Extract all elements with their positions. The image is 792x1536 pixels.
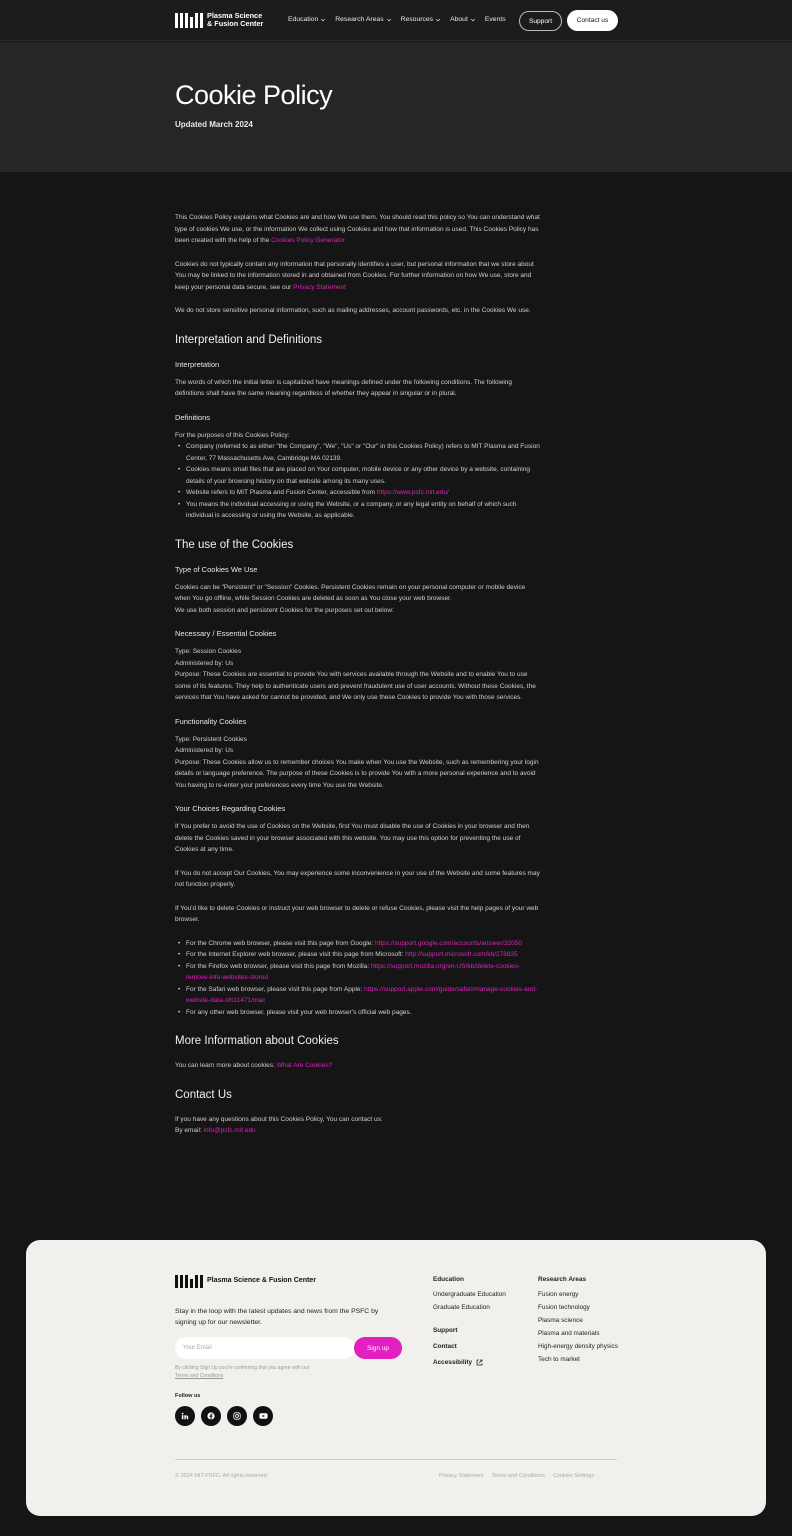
section-heading: Contact Us — [175, 1088, 232, 1101]
social-links — [175, 1406, 273, 1426]
linkedin-icon[interactable] — [175, 1406, 195, 1426]
privacy-statement-footer-link[interactable]: Privacy Statement — [439, 1473, 484, 1479]
subsection-heading: Necessary / Essential Cookies — [175, 629, 277, 638]
footer-link[interactable]: Undergraduate Education — [433, 1291, 506, 1298]
footer-support-link[interactable]: Support — [433, 1327, 458, 1334]
section-heading: The use of the Cookies — [175, 538, 294, 551]
paragraph-text: You can learn more about cookies: — [175, 1062, 277, 1069]
paragraph: The words of which the initial letter is capitalized have meanings defined under the following conditions. The following definitions shall have the same meaning regardless of whether they appear in singular or in plural. — [175, 378, 512, 397]
contact-email-link[interactable]: info@psfc.mit.edu — [203, 1127, 256, 1134]
accessibility-label: Accessibility — [433, 1359, 473, 1366]
paragraph: Administered by: Us — [175, 659, 234, 667]
facebook-icon[interactable] — [201, 1406, 221, 1426]
copyright-text: © 2024 MIT PSFC. All rights reserved. — [175, 1473, 269, 1479]
ie-help-link[interactable]: http://support.microsoft.com/kb/278835 — [405, 951, 518, 958]
terms-link[interactable]: Terms and Conditions — [175, 1373, 224, 1379]
list-item — [175, 984, 540, 1007]
top-navigation-bar — [0, 0, 792, 41]
chevron-down-icon — [470, 17, 476, 23]
list-item: • Cookies means small files that are placed on Your computer, mobile device or any other device by a website, containing details of your browsing history on that website among its many uses. — [175, 464, 540, 487]
list-item — [175, 487, 540, 499]
list-item — [175, 961, 540, 984]
paragraph-text: This Cookies Policy explains what Cookies are and how We use them. You should read this policy so You can understand what type of cookies We use, or the information We collect using Cookies and how that information is used. This Cookies Policy has been created with the help of the — [175, 214, 540, 244]
footer-logo[interactable] — [175, 1273, 316, 1288]
section-heading: More Information about Cookies — [175, 1035, 339, 1047]
list-item: • You means the individual accessing or using the Website, or a company, or any legal entity on behalf of which such individual is accessing or using the Website, as applicable. — [175, 499, 540, 522]
footer-link[interactable]: High-energy density physics — [538, 1343, 618, 1350]
page-hero — [0, 42, 792, 172]
list-item-text: For the Safari web browser, please visit this page from Apple: — [186, 985, 365, 993]
list-item — [175, 949, 540, 961]
footer-link[interactable]: Plasma and materials — [538, 1330, 600, 1337]
footer-link[interactable]: Fusion energy — [538, 1291, 579, 1298]
paragraph: Administered by: Us — [175, 747, 234, 754]
nav-item-resources[interactable] — [401, 16, 442, 23]
nav-label: Research Areas — [335, 16, 384, 23]
footer-link[interactable]: Plasma science — [538, 1317, 583, 1324]
paragraph: For the purposes of this Cookies Policy: — [175, 431, 290, 439]
nav-label: Events — [484, 16, 506, 23]
newsletter-email-input[interactable]: Your Email — [175, 1337, 355, 1359]
list-item-text: For the Internet Explorer web browser, please visit this page from Microsoft: — [186, 951, 406, 958]
support-button[interactable]: Support — [519, 11, 562, 31]
cookies-policy-generator-link[interactable]: Cookies Policy Generator — [271, 237, 345, 244]
intro-paragraph: We do not store sensitive personal information, such as mailing addresses, account passwords, etc. in the Cookies We use. — [175, 307, 531, 314]
nav-item-events[interactable] — [485, 16, 506, 23]
list-item: • For any other web browser, please visit your web browser's official web pages. — [175, 1007, 540, 1019]
paragraph: Type: Session Cookies — [175, 648, 242, 655]
paragraph-text: By email: — [175, 1127, 204, 1134]
footer-accessibility-link[interactable] — [433, 1356, 483, 1369]
footer-logo-text: Plasma Science & Fusion Center — [207, 1277, 316, 1284]
legal-links — [439, 1473, 594, 1479]
footer-education-column — [433, 1273, 506, 1314]
subsection-heading: Your Choices Regarding Cookies — [175, 804, 286, 813]
chrome-help-link[interactable]: https://support.google.com/accounts/answer/32050 — [374, 939, 523, 947]
terms-footer-link[interactable]: Terms and Conditions — [491, 1473, 545, 1479]
nav-label: Education — [288, 16, 319, 23]
site-footer — [26, 1240, 766, 1516]
nav-item-about[interactable] — [450, 16, 476, 23]
section-heading: Interpretation and Definitions — [175, 333, 323, 346]
footer-link[interactable]: Fusion technology — [538, 1304, 590, 1311]
instagram-icon[interactable] — [227, 1406, 247, 1426]
chevron-down-icon — [386, 17, 392, 23]
nav-item-research-areas[interactable] — [335, 16, 391, 23]
subsection-heading: Definitions — [175, 412, 211, 422]
updated-date: Updated March 2024 — [175, 120, 253, 129]
psfc-website-link[interactable]: https://www.psfc.mit.edu/ — [376, 489, 449, 496]
logo-text: Plasma Science & Fusion Center — [207, 11, 264, 28]
list-item-text: For the Chrome web browser, please visit this page from Google: — [186, 939, 375, 947]
definitions-list — [175, 441, 540, 522]
cookie-settings-link[interactable]: Cookies Settings — [552, 1473, 595, 1479]
privacy-statement-link[interactable]: Privacy Statement — [293, 283, 346, 291]
list-item: • Company (referred to as either "the Company", "We", "Us" or "Our" in this Cookies Policy) refers to MIT Plasma and Fusion Center, 77 Massachusetts Ave, Cambridge MA 02139. — [175, 441, 540, 464]
footer-contact-link[interactable]: Contact — [433, 1343, 457, 1350]
intro-paragraph — [175, 212, 540, 247]
paragraph: Cookies can be "Persistent" or "Session" Cookies. Persistent Cookies remain on your personal computer or mobile device when You go offline, while Session Cookies are deleted as soon as You close your web browser. — [175, 583, 526, 602]
nav-item-education[interactable] — [288, 16, 326, 23]
browser-help-list — [175, 938, 540, 1019]
mit-psfc-logo[interactable] — [175, 12, 269, 28]
terms-line: By clicking Sign Up you're confirming that you agree with our — [175, 1365, 310, 1371]
external-link-icon — [476, 1359, 483, 1366]
page-title: Cookie Policy — [175, 80, 333, 110]
nav-label: About — [450, 16, 468, 23]
main-nav — [288, 16, 506, 23]
nav-label: Resources — [400, 16, 434, 23]
subsection-heading: Interpretation — [175, 359, 220, 369]
list-item-text: Website refers to MIT Plasma and Fusion Center, accessible from — [186, 489, 377, 496]
signup-button[interactable]: Sign up — [354, 1337, 402, 1359]
footer-divider — [175, 1459, 617, 1460]
chevron-down-icon — [320, 17, 326, 23]
chevron-down-icon — [435, 17, 441, 23]
firefox-help-link[interactable]: https://support.mozilla.org/en-US/kb/delete-cookies-remove-info-websites-stored — [186, 962, 521, 981]
footer-heading[interactable]: Research Areas — [538, 1276, 587, 1283]
contact-us-button[interactable]: Contact us — [567, 10, 618, 31]
paragraph: Purpose: These Cookies are essential to provide You with services available through the Website and to enable You to use some of its features. They help to authenticate users and prevent fraudulent use of user accounts. Without these Cookies, the services that You have asked for cannot be provided, and We only use these Cookies to provide You with those services. — [175, 671, 536, 701]
footer-link[interactable]: Graduate Education — [433, 1304, 490, 1311]
paragraph: Type: Persistent Cookies — [175, 735, 247, 743]
paragraph-text: Cookies do not typically contain any information that personally identifies a user, but personal information that we store about You may be linked to the information stored in and obtained from Cookies. For further information on how We use, store and keep your personal data secure, see our — [175, 260, 534, 291]
subsection-heading: Functionality Cookies — [175, 716, 247, 726]
footer-support-column — [433, 1324, 483, 1371]
paragraph: If You'd like to delete Cookies or instruct your web browser to delete or refuse Cookies, please visit the help pages of your web browser. — [175, 904, 539, 923]
paragraph: If You do not accept Our Cookies, You may experience some inconvenience in your use of the Website and some features may not function properly. — [175, 869, 540, 888]
follow-us-label: Follow us — [175, 1393, 201, 1399]
mit-logo-mark — [175, 13, 203, 28]
policy-content — [175, 212, 540, 1149]
what-are-cookies-link[interactable]: What Are Cookies? — [276, 1062, 333, 1069]
subsection-heading: Type of Cookies We Use — [175, 564, 258, 574]
list-item — [175, 938, 540, 950]
footer-research-column — [538, 1273, 618, 1366]
paragraph: Purpose: These Cookies allow us to remember choices You make when You use the Website, such as remembering your login details or language preference. The purpose of these Cookies is to provide You with a more personal experience and to avoid You having to re-enter your preferences every time You use the Website. — [175, 758, 539, 789]
footer-heading[interactable]: Education — [433, 1276, 464, 1283]
intro-paragraph — [175, 259, 540, 294]
paragraph: If You prefer to avoid the use of Cookies on the Website, first You must disable the use of Cookies in your browser and then delete the Cookies saved in your browser associated with this website. You may use this option for preventing the use of Cookies at any time. — [175, 823, 530, 853]
safari-help-link[interactable]: https://support.apple.com/guide/safari/manage-cookies-and-website-data-sfri11471/mac — [186, 985, 538, 1004]
paragraph: If you have any questions about this Cookies Policy, You can contact us: — [175, 1115, 383, 1123]
footer-link[interactable]: Tech to market — [538, 1356, 580, 1363]
paragraph: We use both session and persistent Cookies for the purposes set out below: — [175, 606, 394, 614]
youtube-icon[interactable] — [253, 1406, 273, 1426]
terms-note — [175, 1364, 309, 1380]
newsletter-text: Stay in the loop with the latest updates and news from the PSFC by signing up for our newsletter. — [175, 1308, 379, 1326]
paragraph — [175, 1125, 540, 1137]
list-item-text: For the Firefox web browser, please visit this page from Mozilla: — [186, 962, 371, 970]
mit-logo-mark — [175, 1273, 203, 1288]
paragraph — [175, 1060, 540, 1072]
